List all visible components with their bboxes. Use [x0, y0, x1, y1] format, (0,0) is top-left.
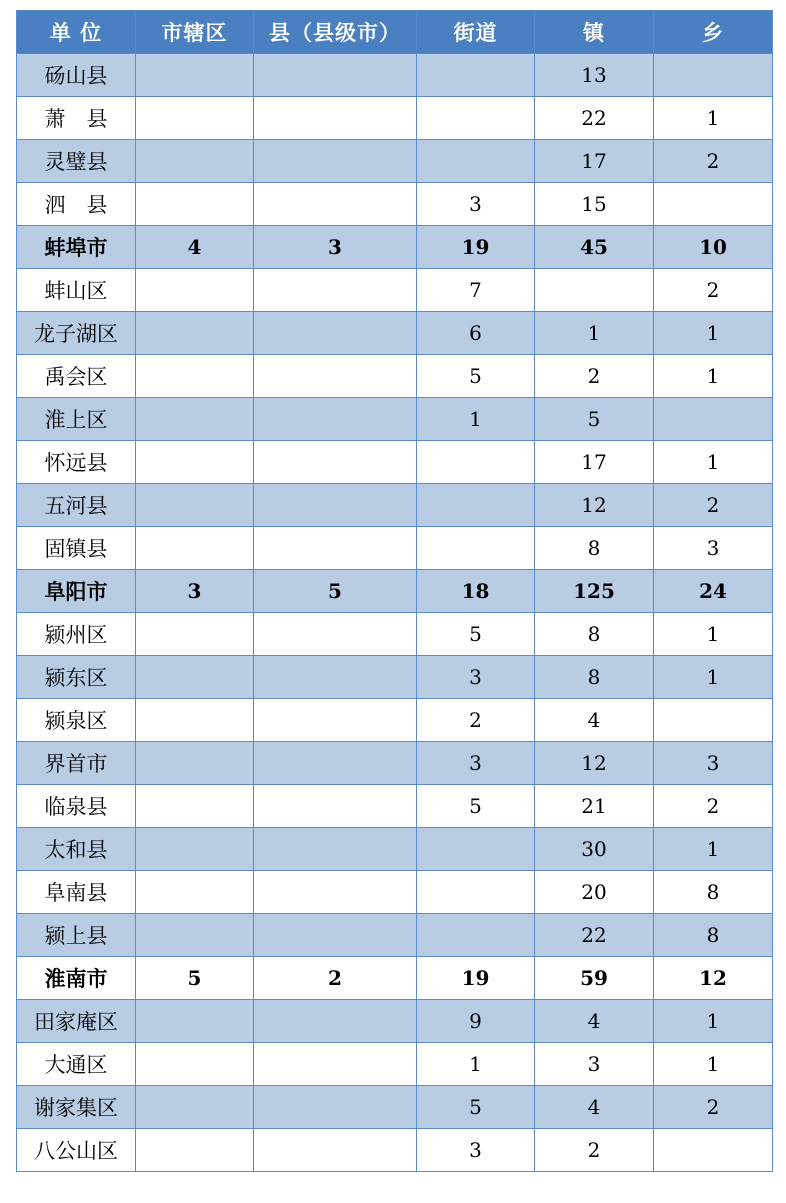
- subdistricts-cell: 5: [417, 785, 535, 828]
- table-row: [17, 527, 773, 570]
- townships-cell: 2: [654, 785, 773, 828]
- towns-cell: 17: [535, 441, 654, 484]
- table-row: [17, 140, 773, 183]
- subdistricts-cell: 3: [417, 1129, 535, 1172]
- counties-cell: [254, 54, 417, 97]
- unit-name-cell: 临泉县: [17, 785, 136, 828]
- unit-name-cell: 禹会区: [17, 355, 136, 398]
- districts-cell: [136, 355, 254, 398]
- towns-cell: 22: [535, 97, 654, 140]
- districts-cell: [136, 312, 254, 355]
- unit-name-cell: 颍东区: [17, 656, 136, 699]
- districts-cell: [136, 140, 254, 183]
- unit-name-cell: 阜阳市: [17, 570, 136, 613]
- districts-cell: [136, 269, 254, 312]
- townships-cell: 2: [654, 269, 773, 312]
- townships-cell: [654, 183, 773, 226]
- unit-name-cell: 颍上县: [17, 914, 136, 957]
- townships-cell: 10: [654, 226, 773, 269]
- subdistricts-cell: [417, 527, 535, 570]
- counties-cell: [254, 871, 417, 914]
- unit-name-cell: 五河县: [17, 484, 136, 527]
- districts-cell: [136, 699, 254, 742]
- counties-cell: [254, 97, 417, 140]
- districts-cell: [136, 1043, 254, 1086]
- subdistricts-cell: 5: [417, 613, 535, 656]
- townships-cell: 1: [654, 1043, 773, 1086]
- unit-name-cell: 太和县: [17, 828, 136, 871]
- townships-cell: 3: [654, 527, 773, 570]
- towns-cell: 2: [535, 355, 654, 398]
- towns-cell: 20: [535, 871, 654, 914]
- subdistricts-cell: [417, 484, 535, 527]
- districts-cell: [136, 183, 254, 226]
- townships-cell: 1: [654, 312, 773, 355]
- counties-cell: [254, 1043, 417, 1086]
- counties-cell: [254, 140, 417, 183]
- unit-name-cell: 阜南县: [17, 871, 136, 914]
- counties-cell: [254, 914, 417, 957]
- towns-cell: 4: [535, 1000, 654, 1043]
- unit-name-cell: 淮上区: [17, 398, 136, 441]
- table-row: [17, 97, 773, 140]
- subdistricts-cell: [417, 828, 535, 871]
- districts-cell: [136, 441, 254, 484]
- unit-name-cell: 颍州区: [17, 613, 136, 656]
- counties-cell: [254, 1129, 417, 1172]
- districts-cell: 4: [136, 226, 254, 269]
- counties-cell: [254, 742, 417, 785]
- districts-cell: [136, 97, 254, 140]
- header-districts: 市辖区: [136, 11, 254, 54]
- towns-cell: 8: [535, 613, 654, 656]
- subdistricts-cell: 18: [417, 570, 535, 613]
- subdistricts-cell: 9: [417, 1000, 535, 1043]
- table-row: [17, 1043, 773, 1086]
- townships-cell: 8: [654, 914, 773, 957]
- towns-cell: 59: [535, 957, 654, 1000]
- counties-cell: [254, 1086, 417, 1129]
- townships-cell: 2: [654, 1086, 773, 1129]
- counties-cell: [254, 183, 417, 226]
- towns-cell: [535, 269, 654, 312]
- subdistricts-cell: 3: [417, 742, 535, 785]
- unit-name-cell: 灵璧县: [17, 140, 136, 183]
- districts-cell: [136, 398, 254, 441]
- subdistricts-cell: [417, 441, 535, 484]
- unit-name-cell: 蚌埠市: [17, 226, 136, 269]
- table-row: [17, 828, 773, 871]
- table-row: [17, 54, 773, 97]
- table-row: [17, 312, 773, 355]
- unit-name-cell: 砀山县: [17, 54, 136, 97]
- counties-cell: [254, 699, 417, 742]
- townships-cell: [654, 699, 773, 742]
- unit-name-cell: 蚌山区: [17, 269, 136, 312]
- counties-cell: [254, 441, 417, 484]
- districts-cell: [136, 1129, 254, 1172]
- counties-cell: 3: [254, 226, 417, 269]
- subdistricts-cell: [417, 97, 535, 140]
- subdistricts-cell: 6: [417, 312, 535, 355]
- townships-cell: [654, 1129, 773, 1172]
- towns-cell: 5: [535, 398, 654, 441]
- unit-name-cell: 八公山区: [17, 1129, 136, 1172]
- header-subdistricts: 街道: [417, 11, 535, 54]
- counties-cell: [254, 269, 417, 312]
- townships-cell: [654, 398, 773, 441]
- unit-name-cell: 大通区: [17, 1043, 136, 1086]
- towns-cell: 22: [535, 914, 654, 957]
- towns-cell: 8: [535, 656, 654, 699]
- towns-cell: 13: [535, 54, 654, 97]
- towns-cell: 2: [535, 1129, 654, 1172]
- towns-cell: 45: [535, 226, 654, 269]
- towns-cell: 3: [535, 1043, 654, 1086]
- counties-cell: [254, 656, 417, 699]
- districts-cell: [136, 54, 254, 97]
- table-row: [17, 269, 773, 312]
- districts-cell: [136, 613, 254, 656]
- table-row: [17, 871, 773, 914]
- districts-cell: 5: [136, 957, 254, 1000]
- townships-cell: 12: [654, 957, 773, 1000]
- counties-cell: [254, 398, 417, 441]
- towns-cell: 17: [535, 140, 654, 183]
- districts-cell: 3: [136, 570, 254, 613]
- table-row: [17, 441, 773, 484]
- counties-cell: [254, 785, 417, 828]
- townships-cell: 1: [654, 97, 773, 140]
- counties-cell: [254, 355, 417, 398]
- header-counties: 县（县级市）: [254, 11, 417, 54]
- subdistricts-cell: [417, 914, 535, 957]
- subdistricts-cell: 5: [417, 355, 535, 398]
- townships-cell: [654, 54, 773, 97]
- districts-cell: [136, 484, 254, 527]
- header-townships: 乡: [654, 11, 773, 54]
- counties-cell: [254, 1000, 417, 1043]
- towns-cell: 12: [535, 742, 654, 785]
- table-row: [17, 183, 773, 226]
- towns-cell: 4: [535, 699, 654, 742]
- unit-name-cell: 田家庵区: [17, 1000, 136, 1043]
- towns-cell: 125: [535, 570, 654, 613]
- townships-cell: 24: [654, 570, 773, 613]
- townships-cell: 1: [654, 828, 773, 871]
- townships-cell: 3: [654, 742, 773, 785]
- districts-cell: [136, 742, 254, 785]
- townships-cell: 1: [654, 1000, 773, 1043]
- towns-cell: 30: [535, 828, 654, 871]
- admin-division-table: [16, 10, 773, 1172]
- table-body: [17, 54, 773, 1172]
- unit-name-cell: 泗 县: [17, 183, 136, 226]
- counties-cell: [254, 484, 417, 527]
- table-row: [17, 914, 773, 957]
- table-row: [17, 656, 773, 699]
- table-row: [17, 613, 773, 656]
- unit-name-cell: 颍泉区: [17, 699, 136, 742]
- counties-cell: [254, 312, 417, 355]
- districts-cell: [136, 656, 254, 699]
- counties-cell: [254, 613, 417, 656]
- districts-cell: [136, 871, 254, 914]
- table-header: [17, 11, 773, 54]
- unit-name-cell: 萧 县: [17, 97, 136, 140]
- townships-cell: 2: [654, 140, 773, 183]
- towns-cell: 1: [535, 312, 654, 355]
- counties-cell: [254, 828, 417, 871]
- header-row: [17, 11, 773, 54]
- subdistricts-cell: 2: [417, 699, 535, 742]
- towns-cell: 15: [535, 183, 654, 226]
- towns-cell: 21: [535, 785, 654, 828]
- table-row: [17, 1000, 773, 1043]
- subdistricts-cell: 19: [417, 226, 535, 269]
- unit-name-cell: 怀远县: [17, 441, 136, 484]
- unit-name-cell: 固镇县: [17, 527, 136, 570]
- table-row: [17, 785, 773, 828]
- towns-cell: 8: [535, 527, 654, 570]
- header-towns: 镇: [535, 11, 654, 54]
- subdistricts-cell: [417, 140, 535, 183]
- header-unit: 单 位: [17, 11, 136, 54]
- districts-cell: [136, 828, 254, 871]
- table-row: [17, 742, 773, 785]
- table-row-total: [17, 226, 773, 269]
- districts-cell: [136, 914, 254, 957]
- counties-cell: [254, 527, 417, 570]
- townships-cell: 1: [654, 656, 773, 699]
- subdistricts-cell: 3: [417, 183, 535, 226]
- table-row: [17, 398, 773, 441]
- subdistricts-cell: 3: [417, 656, 535, 699]
- counties-cell: 5: [254, 570, 417, 613]
- towns-cell: 12: [535, 484, 654, 527]
- subdistricts-cell: 5: [417, 1086, 535, 1129]
- townships-cell: 1: [654, 355, 773, 398]
- townships-cell: 2: [654, 484, 773, 527]
- townships-cell: 8: [654, 871, 773, 914]
- table-row: [17, 484, 773, 527]
- subdistricts-cell: 7: [417, 269, 535, 312]
- table-row: [17, 699, 773, 742]
- subdistricts-cell: [417, 871, 535, 914]
- subdistricts-cell: 1: [417, 398, 535, 441]
- subdistricts-cell: 1: [417, 1043, 535, 1086]
- subdistricts-cell: 19: [417, 957, 535, 1000]
- table-row: [17, 1086, 773, 1129]
- unit-name-cell: 谢家集区: [17, 1086, 136, 1129]
- table-row: [17, 355, 773, 398]
- townships-cell: 1: [654, 613, 773, 656]
- unit-name-cell: 界首市: [17, 742, 136, 785]
- table-row: [17, 1129, 773, 1172]
- towns-cell: 4: [535, 1086, 654, 1129]
- table-row-total: [17, 570, 773, 613]
- counties-cell: 2: [254, 957, 417, 1000]
- table-row-total: [17, 957, 773, 1000]
- unit-name-cell: 淮南市: [17, 957, 136, 1000]
- subdistricts-cell: [417, 54, 535, 97]
- districts-cell: [136, 527, 254, 570]
- unit-name-cell: 龙子湖区: [17, 312, 136, 355]
- districts-cell: [136, 1000, 254, 1043]
- townships-cell: 1: [654, 441, 773, 484]
- districts-cell: [136, 1086, 254, 1129]
- districts-cell: [136, 785, 254, 828]
